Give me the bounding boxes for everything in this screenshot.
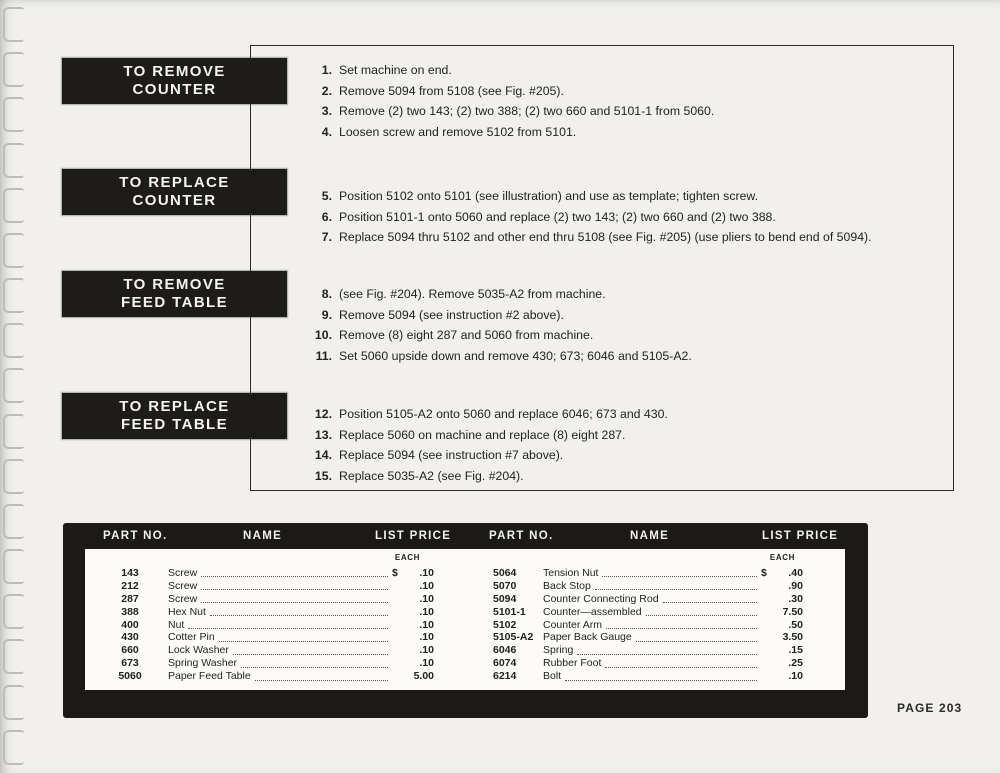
price-amount: .10 bbox=[419, 592, 434, 605]
price-amount: .10 bbox=[419, 631, 434, 644]
binding-hole bbox=[3, 52, 24, 87]
step-text: Position 5105-A2 onto 5060 and replace 6046; 673 and 430. bbox=[339, 407, 668, 421]
part-number: 5070 bbox=[493, 579, 517, 592]
price-amount: .40 bbox=[788, 567, 803, 579]
step-text: Replace 5060 on machine and replace (8) eight 287. bbox=[339, 427, 626, 442]
binding-hole bbox=[3, 504, 24, 539]
parts-row bbox=[493, 657, 803, 670]
each-label: EACH bbox=[394, 553, 420, 562]
binding-hole bbox=[3, 685, 24, 720]
part-number: 143 bbox=[121, 567, 139, 579]
instruction-step bbox=[298, 126, 938, 139]
part-number: 5064 bbox=[493, 567, 517, 579]
step-number: 13. bbox=[314, 427, 332, 442]
step-text: Replace 5094 (see instruction #7 above). bbox=[339, 448, 564, 462]
parts-row bbox=[102, 619, 434, 632]
dot-leader bbox=[201, 576, 388, 577]
dot-leader bbox=[201, 589, 388, 590]
parts-row bbox=[102, 593, 434, 606]
step-text: Set machine on end. bbox=[339, 63, 452, 77]
instruction-step bbox=[298, 470, 938, 483]
part-number: 388 bbox=[121, 605, 139, 618]
steps-remove-feed-table bbox=[298, 288, 938, 370]
step-text: Remove 5094 from 5108 (see Fig. #205). bbox=[339, 83, 564, 98]
parts-row bbox=[493, 670, 803, 683]
step-text: Position 5101-1 onto 5060 and replace (2) two 143; (2) two 660 and (2) two 388. bbox=[339, 209, 776, 224]
binding-hole bbox=[3, 233, 24, 268]
step-text: Remove (8) eight 287 and 5060 from machine. bbox=[339, 328, 594, 342]
price-amount: .90 bbox=[788, 579, 803, 592]
binding-hole bbox=[3, 188, 24, 223]
step-number: 15. bbox=[314, 468, 332, 483]
part-number: 5101-1 bbox=[493, 605, 526, 618]
column-header-list-price: LIST PRICE bbox=[762, 530, 839, 542]
part-name: Nut bbox=[168, 618, 185, 631]
dot-leader bbox=[636, 641, 757, 642]
part-number: 287 bbox=[121, 592, 139, 605]
section-title-remove-feed-table bbox=[62, 271, 287, 317]
price-amount: 3.50 bbox=[782, 631, 803, 644]
step-number: 1. bbox=[321, 63, 332, 77]
section-title-line: TO REMOVE bbox=[123, 276, 226, 293]
parts-row bbox=[102, 580, 434, 593]
parts-row bbox=[102, 606, 434, 619]
part-name: Rubber Foot bbox=[543, 657, 602, 670]
price-amount: .25 bbox=[788, 657, 803, 670]
column-header-part-no: PART NO. bbox=[103, 530, 168, 542]
part-number: 430 bbox=[121, 631, 139, 644]
part-number: 6074 bbox=[493, 657, 517, 670]
steps-remove-counter bbox=[298, 64, 938, 146]
steps-replace-feed-table bbox=[298, 408, 938, 490]
page-number: PAGE 203 bbox=[897, 701, 963, 715]
part-number: 5102 bbox=[493, 618, 517, 631]
part-number: 660 bbox=[121, 644, 139, 657]
step-number: 10. bbox=[314, 328, 332, 342]
instruction-step bbox=[298, 231, 938, 244]
step-number: 8. bbox=[321, 287, 332, 301]
binding-hole bbox=[3, 549, 24, 584]
dot-leader bbox=[663, 602, 757, 603]
binding-hole bbox=[3, 639, 24, 674]
part-name: Spring bbox=[543, 644, 574, 657]
part-number: 5105-A2 bbox=[493, 631, 534, 644]
part-number: 5060 bbox=[118, 670, 142, 683]
instruction-step bbox=[298, 211, 938, 224]
step-number: 9. bbox=[321, 307, 332, 322]
part-number: 400 bbox=[121, 618, 139, 631]
instruction-step bbox=[298, 190, 938, 203]
step-text: Remove (2) two 143; (2) two 388; (2) two 660 and 5101-1 from 5060. bbox=[339, 104, 715, 118]
section-title-line: FEED TABLE bbox=[120, 416, 229, 433]
section-title-replace-feed-table bbox=[62, 393, 287, 439]
instruction-step bbox=[298, 64, 938, 77]
binding-hole bbox=[3, 414, 24, 449]
part-name: Screw bbox=[168, 567, 198, 579]
part-number: 6046 bbox=[493, 644, 517, 657]
binding-hole bbox=[3, 278, 24, 313]
instruction-step bbox=[298, 288, 938, 301]
part-number: 5094 bbox=[493, 592, 517, 605]
dot-leader bbox=[188, 628, 388, 629]
section-title-line: COUNTER bbox=[132, 192, 217, 209]
step-text: Position 5102 onto 5101 (see illustration) and use as template; tighten screw. bbox=[339, 189, 759, 203]
parts-row bbox=[102, 631, 434, 644]
price-amount: 5.00 bbox=[413, 670, 434, 683]
dot-leader bbox=[241, 667, 388, 668]
part-number: 6214 bbox=[493, 670, 517, 683]
price-amount: .10 bbox=[419, 657, 434, 670]
column-header-name: NAME bbox=[630, 530, 670, 542]
each-label: EACH bbox=[769, 553, 795, 562]
part-number: 673 bbox=[121, 657, 139, 670]
price-amount: .50 bbox=[788, 618, 803, 631]
price-amount: .10 bbox=[419, 618, 434, 631]
dot-leader bbox=[602, 576, 757, 577]
price-amount: 7.50 bbox=[782, 605, 803, 618]
dot-leader bbox=[233, 654, 388, 655]
dot-leader bbox=[595, 589, 757, 590]
parts-column-left bbox=[102, 553, 434, 683]
dot-leader bbox=[606, 628, 757, 629]
part-name: Counter Connecting Rod bbox=[543, 592, 659, 605]
binding-hole bbox=[3, 7, 24, 42]
part-name: Tension Nut bbox=[543, 567, 599, 579]
price-currency: $ bbox=[392, 567, 398, 579]
step-number: 5. bbox=[321, 189, 332, 203]
price-amount: .10 bbox=[419, 605, 434, 618]
step-number: 6. bbox=[321, 209, 332, 224]
instruction-step bbox=[298, 449, 938, 462]
binding-hole bbox=[3, 143, 24, 178]
step-text: Set 5060 upside down and remove 430; 673; 6046 and 5105-A2. bbox=[339, 348, 692, 363]
binding-hole bbox=[3, 368, 24, 403]
parts-row bbox=[493, 644, 803, 657]
parts-row bbox=[102, 670, 434, 683]
part-name: Bolt bbox=[543, 670, 562, 683]
part-number: 212 bbox=[121, 579, 139, 592]
parts-row bbox=[493, 619, 803, 632]
parts-price-table bbox=[63, 523, 868, 718]
section-title-line: TO REPLACE bbox=[119, 398, 230, 415]
step-text: Replace 5035-A2 (see Fig. #204). bbox=[339, 468, 524, 483]
price-currency: $ bbox=[761, 567, 767, 579]
instruction-step bbox=[298, 350, 938, 363]
column-header-part-no: PART NO. bbox=[489, 530, 554, 542]
step-number: 3. bbox=[321, 104, 332, 118]
dot-leader bbox=[646, 615, 757, 616]
column-header-list-price: LIST PRICE bbox=[375, 530, 452, 542]
binding-hole bbox=[3, 594, 24, 629]
column-header-name: NAME bbox=[243, 530, 283, 542]
binding-hole bbox=[3, 97, 24, 132]
binding-hole bbox=[3, 459, 24, 494]
step-number: 12. bbox=[314, 407, 332, 421]
step-number: 11. bbox=[315, 348, 332, 363]
instruction-step bbox=[298, 329, 938, 342]
dot-leader bbox=[201, 602, 388, 603]
dot-leader bbox=[605, 667, 757, 668]
part-name: Screw bbox=[168, 579, 198, 592]
parts-column-right bbox=[493, 553, 803, 683]
part-name: Back Stop bbox=[543, 579, 591, 592]
step-number: 4. bbox=[321, 124, 332, 139]
part-name: Lock Washer bbox=[168, 644, 229, 657]
steps-replace-counter bbox=[298, 190, 938, 252]
step-number: 14. bbox=[314, 448, 332, 462]
instruction-step bbox=[298, 408, 938, 421]
parts-row bbox=[493, 580, 803, 593]
section-title-remove-counter bbox=[62, 58, 287, 104]
binding-hole bbox=[3, 323, 24, 358]
price-amount: .30 bbox=[788, 592, 803, 605]
part-name: Paper Feed Table bbox=[168, 670, 251, 683]
parts-row bbox=[102, 657, 434, 670]
step-number: 2. bbox=[321, 83, 332, 98]
section-title-line: FEED TABLE bbox=[120, 294, 229, 311]
part-name: Hex Nut bbox=[168, 605, 206, 618]
part-name: Spring Washer bbox=[168, 657, 238, 670]
step-number: 7. bbox=[321, 230, 332, 244]
parts-row bbox=[493, 593, 803, 606]
parts-row bbox=[102, 644, 434, 657]
dot-leader bbox=[577, 654, 757, 655]
part-name: Counter Arm bbox=[543, 618, 602, 631]
instruction-step bbox=[298, 85, 938, 98]
price-amount: .15 bbox=[788, 644, 803, 657]
dot-leader bbox=[210, 615, 388, 616]
dot-leader bbox=[565, 680, 757, 681]
price-amount: .10 bbox=[788, 670, 803, 683]
section-title-line: TO REMOVE bbox=[123, 63, 226, 80]
parts-row bbox=[102, 567, 434, 580]
part-name: Screw bbox=[168, 592, 198, 605]
parts-row bbox=[493, 631, 803, 644]
part-name: Cotter Pin bbox=[168, 631, 215, 644]
parts-row bbox=[493, 606, 803, 619]
part-name: Paper Back Gauge bbox=[543, 631, 632, 644]
parts-card bbox=[85, 549, 845, 690]
price-amount: .10 bbox=[419, 644, 434, 657]
step-text: Loosen screw and remove 5102 from 5101. bbox=[339, 124, 577, 139]
step-text: Remove 5094 (see instruction #2 above). bbox=[339, 307, 564, 322]
price-amount: .10 bbox=[419, 567, 434, 579]
parts-row bbox=[493, 567, 803, 580]
section-title-replace-counter bbox=[62, 169, 287, 215]
price-amount: .10 bbox=[419, 579, 434, 592]
part-name: Counter—assembled bbox=[543, 605, 642, 618]
instruction-step bbox=[298, 105, 938, 118]
section-title-line: TO REPLACE bbox=[119, 174, 230, 191]
step-text: (see Fig. #204). Remove 5035-A2 from machine. bbox=[339, 287, 606, 301]
binding-hole bbox=[3, 730, 24, 765]
instruction-step bbox=[298, 309, 938, 322]
section-title-line: COUNTER bbox=[132, 81, 217, 98]
dot-leader bbox=[219, 641, 388, 642]
instruction-step bbox=[298, 429, 938, 442]
dot-leader bbox=[255, 680, 388, 681]
step-text: Replace 5094 thru 5102 and other end thru 5108 (see Fig. #205) (use pliers to bend end of 5094). bbox=[339, 230, 872, 244]
